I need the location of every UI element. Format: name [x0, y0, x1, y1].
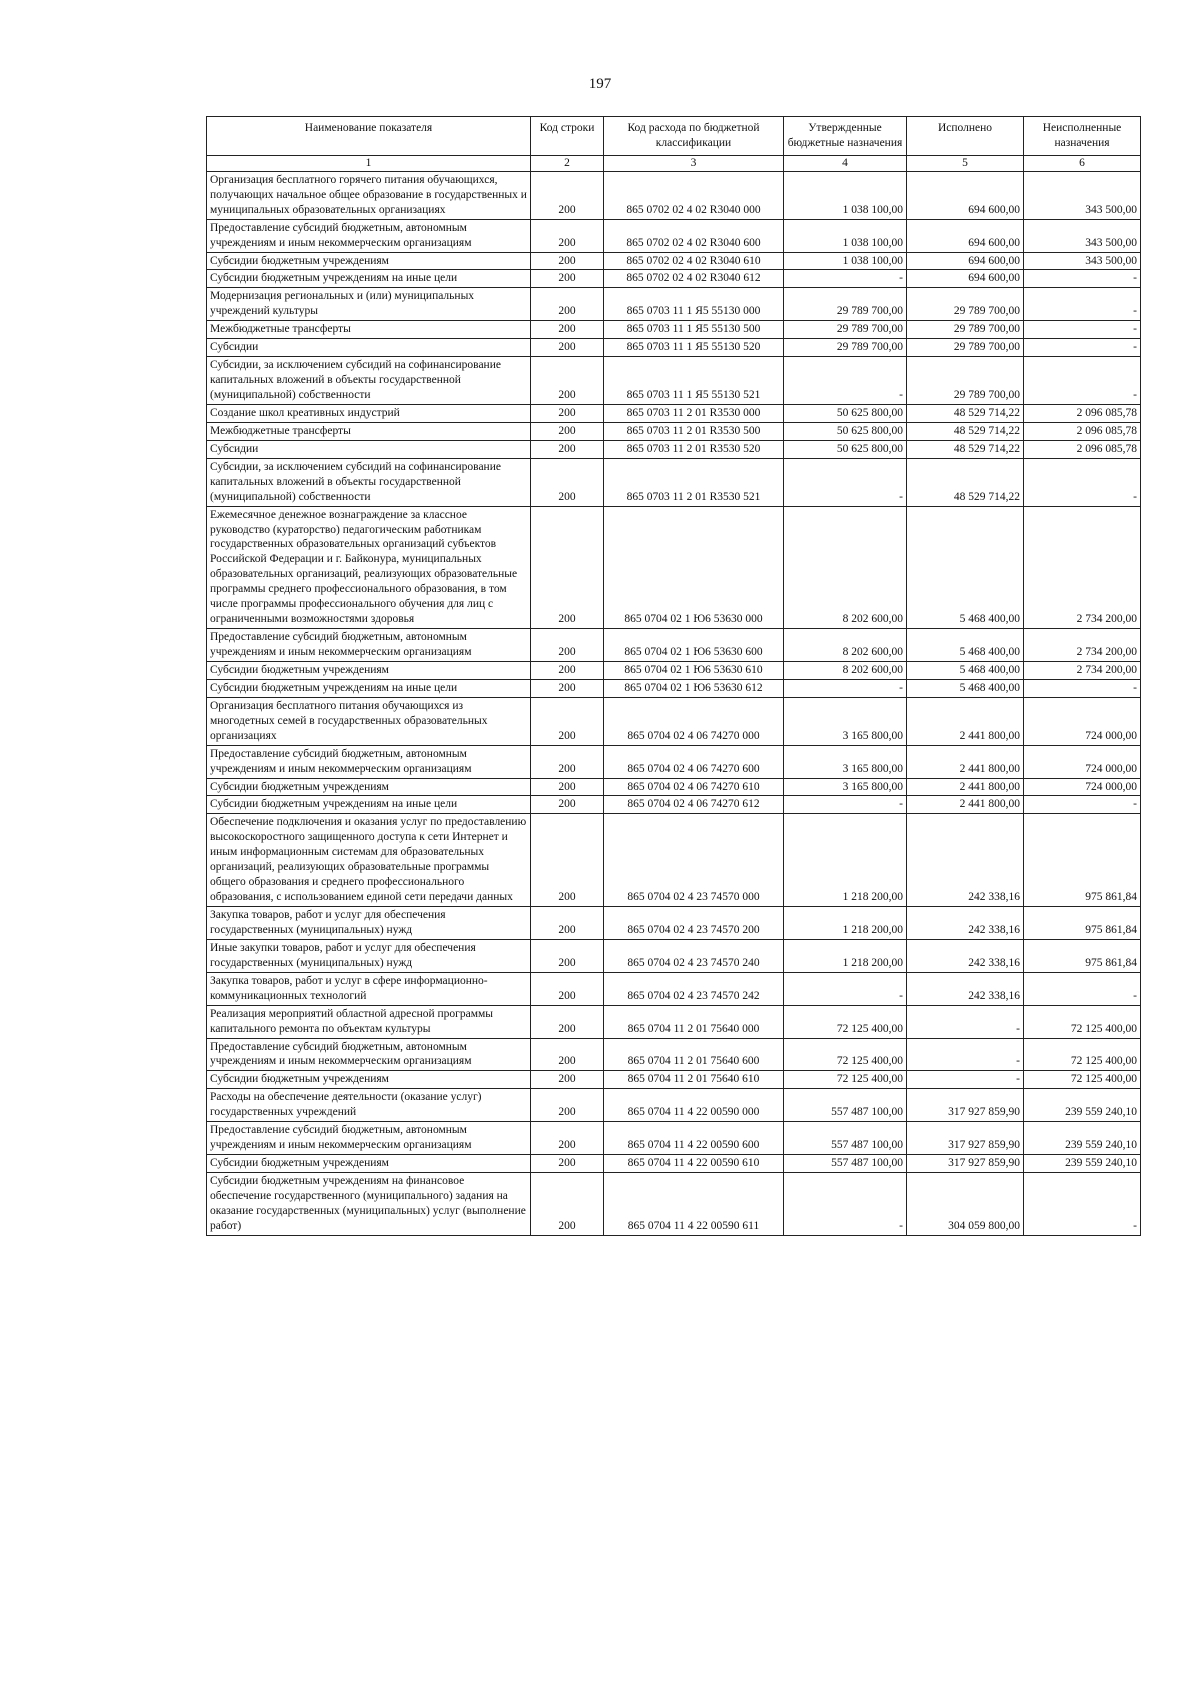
row-line-code: 200 [531, 339, 604, 357]
row-line-code: 200 [531, 697, 604, 745]
row-approved-amount: - [784, 796, 907, 814]
row-expense-code: 865 0703 11 1 Я5 55130 520 [604, 339, 784, 357]
row-approved-amount: 72 125 400,00 [784, 1071, 907, 1089]
row-indicator-name: Предоставление субсидий бюджетным, автономным учреждениям и иным некоммерческим организациям [207, 629, 531, 662]
row-indicator-name: Иные закупки товаров, работ и услуг для обеспечения государственных (муниципальных) нужд [207, 939, 531, 972]
header-expense-code: Код расхода по бюджетной классификации [604, 117, 784, 156]
table-row [207, 270, 1141, 288]
table-row [207, 1122, 1141, 1155]
row-approved-amount: 557 487 100,00 [784, 1122, 907, 1155]
row-indicator-name: Организация бесплатного питания обучающихся из многодетных семей в государственных образовательных организациях [207, 697, 531, 745]
table-row [207, 939, 1141, 972]
row-line-code: 200 [531, 745, 604, 778]
table-row [207, 661, 1141, 679]
row-unexecuted-amount: - [1024, 679, 1141, 697]
table-row [207, 219, 1141, 252]
row-unexecuted-amount: 239 559 240,10 [1024, 1089, 1141, 1122]
row-indicator-name: Субсидии, за исключением субсидий на софинансирование капитальных вложений в объекты государственной (муниципальной) собственности [207, 357, 531, 405]
row-expense-code: 865 0703 11 2 01 R3530 521 [604, 458, 784, 506]
row-indicator-name: Предоставление субсидий бюджетным, автономным учреждениям и иным некоммерческим организациям [207, 745, 531, 778]
row-indicator-name: Закупка товаров, работ и услуг в сфере информационно-коммуникационных технологий [207, 972, 531, 1005]
row-unexecuted-amount: - [1024, 288, 1141, 321]
row-approved-amount: 50 625 800,00 [784, 422, 907, 440]
row-unexecuted-amount: 2 734 200,00 [1024, 629, 1141, 662]
row-unexecuted-amount: - [1024, 1173, 1141, 1236]
row-indicator-name: Субсидии [207, 440, 531, 458]
header-unexecuted: Неисполненные назначения [1024, 117, 1141, 156]
row-executed-amount: 694 600,00 [907, 252, 1024, 270]
row-unexecuted-amount: 975 861,84 [1024, 814, 1141, 907]
row-approved-amount: - [784, 270, 907, 288]
row-approved-amount: - [784, 458, 907, 506]
row-indicator-name: Субсидии бюджетным учреждениям [207, 1155, 531, 1173]
row-line-code: 200 [531, 171, 604, 219]
page-number: 197 [588, 76, 612, 92]
row-line-code: 200 [531, 1155, 604, 1173]
table-row [207, 440, 1141, 458]
row-executed-amount: 48 529 714,22 [907, 440, 1024, 458]
row-approved-amount: 1 038 100,00 [784, 252, 907, 270]
row-expense-code: 865 0703 11 2 01 R3530 520 [604, 440, 784, 458]
row-approved-amount: 29 789 700,00 [784, 321, 907, 339]
row-approved-amount: 3 165 800,00 [784, 697, 907, 745]
row-line-code: 200 [531, 778, 604, 796]
row-approved-amount: 8 202 600,00 [784, 661, 907, 679]
row-line-code: 200 [531, 458, 604, 506]
row-indicator-name: Предоставление субсидий бюджетным, автономным учреждениям и иным некоммерческим организациям [207, 219, 531, 252]
row-expense-code: 865 0702 02 4 02 R3040 612 [604, 270, 784, 288]
row-unexecuted-amount: - [1024, 321, 1141, 339]
row-expense-code: 865 0703 11 1 Я5 55130 500 [604, 321, 784, 339]
row-line-code: 200 [531, 1071, 604, 1089]
row-line-code: 200 [531, 1005, 604, 1038]
row-line-code: 200 [531, 422, 604, 440]
row-line-code: 200 [531, 440, 604, 458]
row-indicator-name: Субсидии [207, 339, 531, 357]
row-unexecuted-amount: 2 096 085,78 [1024, 422, 1141, 440]
row-expense-code: 865 0704 02 4 06 74270 600 [604, 745, 784, 778]
row-expense-code: 865 0704 02 1 Ю6 53630 610 [604, 661, 784, 679]
row-approved-amount: 1 218 200,00 [784, 907, 907, 940]
row-approved-amount: 1 218 200,00 [784, 814, 907, 907]
row-line-code: 200 [531, 404, 604, 422]
row-line-code: 200 [531, 1122, 604, 1155]
table-row [207, 357, 1141, 405]
table-row [207, 778, 1141, 796]
row-expense-code: 865 0704 11 2 01 75640 610 [604, 1071, 784, 1089]
header-indicator-name: Наименование показателя [207, 117, 531, 156]
table-row [207, 422, 1141, 440]
row-expense-code: 865 0702 02 4 02 R3040 610 [604, 252, 784, 270]
row-expense-code: 865 0704 02 4 06 74270 612 [604, 796, 784, 814]
row-unexecuted-amount: 724 000,00 [1024, 697, 1141, 745]
row-indicator-name: Субсидии бюджетным учреждениям на иные цели [207, 679, 531, 697]
header-line-code: Код строки [531, 117, 604, 156]
row-line-code: 200 [531, 796, 604, 814]
row-executed-amount: 242 338,16 [907, 814, 1024, 907]
table-body [207, 171, 1141, 1235]
row-unexecuted-amount: 343 500,00 [1024, 171, 1141, 219]
row-expense-code: 865 0704 02 4 23 74570 242 [604, 972, 784, 1005]
row-indicator-name: Субсидии бюджетным учреждениям [207, 252, 531, 270]
table-row [207, 252, 1141, 270]
row-executed-amount: 2 441 800,00 [907, 745, 1024, 778]
row-unexecuted-amount: 2 734 200,00 [1024, 506, 1141, 629]
row-expense-code: 865 0704 11 2 01 75640 600 [604, 1038, 784, 1071]
row-expense-code: 865 0704 02 4 23 74570 000 [604, 814, 784, 907]
table-row [207, 171, 1141, 219]
row-approved-amount: 557 487 100,00 [784, 1089, 907, 1122]
row-indicator-name: Обеспечение подключения и оказания услуг по предоставлению высокоскоростного защищенного доступа к сети Интернет и иным информационным системам для образовательных организаций, реализующих образовательные программы общего образования и среднего профессионального образования, с использованием единой сети передачи данных [207, 814, 531, 907]
row-approved-amount: 72 125 400,00 [784, 1005, 907, 1038]
row-unexecuted-amount: 239 559 240,10 [1024, 1155, 1141, 1173]
row-approved-amount: 29 789 700,00 [784, 339, 907, 357]
row-unexecuted-amount: 343 500,00 [1024, 219, 1141, 252]
row-executed-amount: 2 441 800,00 [907, 796, 1024, 814]
row-executed-amount: 5 468 400,00 [907, 506, 1024, 629]
row-executed-amount: 29 789 700,00 [907, 339, 1024, 357]
row-executed-amount: 317 927 859,90 [907, 1089, 1024, 1122]
column-number: 6 [1024, 155, 1141, 171]
table-row [207, 814, 1141, 907]
row-expense-code: 865 0704 02 4 06 74270 000 [604, 697, 784, 745]
row-indicator-name: Субсидии бюджетным учреждениям [207, 661, 531, 679]
row-approved-amount: 3 165 800,00 [784, 778, 907, 796]
row-unexecuted-amount: 72 125 400,00 [1024, 1005, 1141, 1038]
row-unexecuted-amount: 724 000,00 [1024, 745, 1141, 778]
row-line-code: 200 [531, 661, 604, 679]
table-row [207, 404, 1141, 422]
table-row [207, 796, 1141, 814]
row-line-code: 200 [531, 321, 604, 339]
header-approved: Утвержденные бюджетные назначения [784, 117, 907, 156]
table-row [207, 1005, 1141, 1038]
row-line-code: 200 [531, 219, 604, 252]
table-row [207, 506, 1141, 629]
row-executed-amount: 694 600,00 [907, 219, 1024, 252]
table-row [207, 972, 1141, 1005]
row-indicator-name: Субсидии бюджетным учреждениям [207, 1071, 531, 1089]
row-unexecuted-amount: 724 000,00 [1024, 778, 1141, 796]
row-executed-amount: 5 468 400,00 [907, 679, 1024, 697]
row-line-code: 200 [531, 1173, 604, 1236]
row-executed-amount: 304 059 800,00 [907, 1173, 1024, 1236]
row-expense-code: 865 0704 02 1 Ю6 53630 000 [604, 506, 784, 629]
row-indicator-name: Субсидии бюджетным учреждениям на иные цели [207, 270, 531, 288]
row-expense-code: 865 0703 11 1 Я5 55130 521 [604, 357, 784, 405]
row-unexecuted-amount: - [1024, 270, 1141, 288]
row-approved-amount: 3 165 800,00 [784, 745, 907, 778]
row-executed-amount: 48 529 714,22 [907, 422, 1024, 440]
row-indicator-name: Межбюджетные трансферты [207, 422, 531, 440]
row-unexecuted-amount: - [1024, 972, 1141, 1005]
column-number: 3 [604, 155, 784, 171]
row-line-code: 200 [531, 270, 604, 288]
row-unexecuted-amount: 975 861,84 [1024, 907, 1141, 940]
row-line-code: 200 [531, 629, 604, 662]
row-approved-amount: - [784, 679, 907, 697]
row-executed-amount: 48 529 714,22 [907, 458, 1024, 506]
row-indicator-name: Ежемесячное денежное вознаграждение за классное руководство (кураторство) педагогическим работникам государственных образовательных организаций субъектов Российской Федерации и г. Байконура, муниципальных образовательных организаций, реализующих образовательные программы среднего профессионального образования, в том числе программы профессионального обучения для лиц с ограниченными возможностями здоровья [207, 506, 531, 629]
row-indicator-name: Субсидии бюджетным учреждениям на финансовое обеспечение государственного (муниципального) задания на оказание государственных (муниципальных) услуг (выполнение работ) [207, 1173, 531, 1236]
table-row [207, 907, 1141, 940]
table-row [207, 288, 1141, 321]
row-approved-amount: 1 038 100,00 [784, 171, 907, 219]
row-approved-amount: - [784, 357, 907, 405]
table-row [207, 1071, 1141, 1089]
row-approved-amount: 8 202 600,00 [784, 506, 907, 629]
row-indicator-name: Субсидии бюджетным учреждениям [207, 778, 531, 796]
row-executed-amount: 317 927 859,90 [907, 1122, 1024, 1155]
row-unexecuted-amount: 2 734 200,00 [1024, 661, 1141, 679]
row-unexecuted-amount: 239 559 240,10 [1024, 1122, 1141, 1155]
row-executed-amount: 317 927 859,90 [907, 1155, 1024, 1173]
header-executed: Исполнено [907, 117, 1024, 156]
row-expense-code: 865 0704 11 2 01 75640 000 [604, 1005, 784, 1038]
row-executed-amount: 242 338,16 [907, 939, 1024, 972]
row-expense-code: 865 0704 11 4 22 00590 611 [604, 1173, 784, 1236]
row-expense-code: 865 0704 02 1 Ю6 53630 600 [604, 629, 784, 662]
row-indicator-name: Закупка товаров, работ и услуг для обеспечения государственных (муниципальных) нужд [207, 907, 531, 940]
row-executed-amount: - [907, 1005, 1024, 1038]
row-indicator-name: Субсидии бюджетным учреждениям на иные цели [207, 796, 531, 814]
table-row [207, 1173, 1141, 1236]
table-row [207, 1089, 1141, 1122]
row-expense-code: 865 0704 02 1 Ю6 53630 612 [604, 679, 784, 697]
table-row [207, 629, 1141, 662]
row-indicator-name: Межбюджетные трансферты [207, 321, 531, 339]
row-unexecuted-amount: - [1024, 339, 1141, 357]
table-row [207, 458, 1141, 506]
row-indicator-name: Создание школ креативных индустрий [207, 404, 531, 422]
row-line-code: 200 [531, 939, 604, 972]
row-line-code: 200 [531, 1089, 604, 1122]
row-expense-code: 865 0702 02 4 02 R3040 600 [604, 219, 784, 252]
row-approved-amount: 72 125 400,00 [784, 1038, 907, 1071]
row-indicator-name: Реализация мероприятий областной адресной программы капитального ремонта по объектам культуры [207, 1005, 531, 1038]
table-row [207, 697, 1141, 745]
row-unexecuted-amount: 2 096 085,78 [1024, 440, 1141, 458]
row-executed-amount: 29 789 700,00 [907, 321, 1024, 339]
row-indicator-name: Субсидии, за исключением субсидий на софинансирование капитальных вложений в объекты государственной (муниципальной) собственности [207, 458, 531, 506]
row-unexecuted-amount: 975 861,84 [1024, 939, 1141, 972]
row-line-code: 200 [531, 1038, 604, 1071]
row-approved-amount: 557 487 100,00 [784, 1155, 907, 1173]
row-unexecuted-amount: 72 125 400,00 [1024, 1038, 1141, 1071]
row-unexecuted-amount: 72 125 400,00 [1024, 1071, 1141, 1089]
row-approved-amount: 50 625 800,00 [784, 440, 907, 458]
row-expense-code: 865 0704 02 4 23 74570 200 [604, 907, 784, 940]
row-line-code: 200 [531, 679, 604, 697]
row-indicator-name: Предоставление субсидий бюджетным, автономным учреждениям и иным некоммерческим организациям [207, 1038, 531, 1071]
row-executed-amount: 2 441 800,00 [907, 778, 1024, 796]
row-line-code: 200 [531, 972, 604, 1005]
row-executed-amount: 29 789 700,00 [907, 288, 1024, 321]
row-unexecuted-amount: 2 096 085,78 [1024, 404, 1141, 422]
row-indicator-name: Организация бесплатного горячего питания обучающихся, получающих начальное общее образование в государственных и муниципальных образовательных организациях [207, 171, 531, 219]
row-executed-amount: 48 529 714,22 [907, 404, 1024, 422]
row-executed-amount: 2 441 800,00 [907, 697, 1024, 745]
row-executed-amount: 242 338,16 [907, 972, 1024, 1005]
column-number: 2 [531, 155, 604, 171]
row-line-code: 200 [531, 357, 604, 405]
row-line-code: 200 [531, 288, 604, 321]
row-executed-amount: 5 468 400,00 [907, 661, 1024, 679]
row-expense-code: 865 0704 02 4 23 74570 240 [604, 939, 784, 972]
row-executed-amount: 694 600,00 [907, 270, 1024, 288]
row-indicator-name: Модернизация региональных и (или) муниципальных учреждений культуры [207, 288, 531, 321]
row-expense-code: 865 0703 11 1 Я5 55130 000 [604, 288, 784, 321]
row-indicator-name: Расходы на обеспечение деятельности (оказание услуг) государственных учреждений [207, 1089, 531, 1122]
row-executed-amount: 5 468 400,00 [907, 629, 1024, 662]
row-line-code: 200 [531, 252, 604, 270]
row-unexecuted-amount: - [1024, 458, 1141, 506]
table-row [207, 321, 1141, 339]
column-number-row [207, 155, 1141, 171]
table-row [207, 1155, 1141, 1173]
row-executed-amount: 29 789 700,00 [907, 357, 1024, 405]
row-unexecuted-amount: - [1024, 357, 1141, 405]
row-unexecuted-amount: 343 500,00 [1024, 252, 1141, 270]
table-row [207, 745, 1141, 778]
row-executed-amount: 694 600,00 [907, 171, 1024, 219]
row-indicator-name: Предоставление субсидий бюджетным, автономным учреждениям и иным некоммерческим организациям [207, 1122, 531, 1155]
row-executed-amount: - [907, 1071, 1024, 1089]
row-unexecuted-amount: - [1024, 796, 1141, 814]
row-line-code: 200 [531, 814, 604, 907]
row-expense-code: 865 0703 11 2 01 R3530 500 [604, 422, 784, 440]
row-approved-amount: - [784, 1173, 907, 1236]
column-number: 5 [907, 155, 1024, 171]
row-approved-amount: - [784, 972, 907, 1005]
row-approved-amount: 1 218 200,00 [784, 939, 907, 972]
column-number: 4 [784, 155, 907, 171]
column-number: 1 [207, 155, 531, 171]
row-approved-amount: 50 625 800,00 [784, 404, 907, 422]
header-row [207, 117, 1141, 156]
row-approved-amount: 8 202 600,00 [784, 629, 907, 662]
row-line-code: 200 [531, 907, 604, 940]
table-row [207, 339, 1141, 357]
row-executed-amount: 242 338,16 [907, 907, 1024, 940]
row-expense-code: 865 0702 02 4 02 R3040 000 [604, 171, 784, 219]
row-expense-code: 865 0704 11 4 22 00590 610 [604, 1155, 784, 1173]
row-approved-amount: 29 789 700,00 [784, 288, 907, 321]
row-expense-code: 865 0704 11 4 22 00590 600 [604, 1122, 784, 1155]
row-expense-code: 865 0704 11 4 22 00590 000 [604, 1089, 784, 1122]
budget-execution-table [206, 116, 1141, 1236]
row-line-code: 200 [531, 506, 604, 629]
row-expense-code: 865 0703 11 2 01 R3530 000 [604, 404, 784, 422]
row-expense-code: 865 0704 02 4 06 74270 610 [604, 778, 784, 796]
table-row [207, 1038, 1141, 1071]
row-approved-amount: 1 038 100,00 [784, 219, 907, 252]
row-executed-amount: - [907, 1038, 1024, 1071]
table-row [207, 679, 1141, 697]
